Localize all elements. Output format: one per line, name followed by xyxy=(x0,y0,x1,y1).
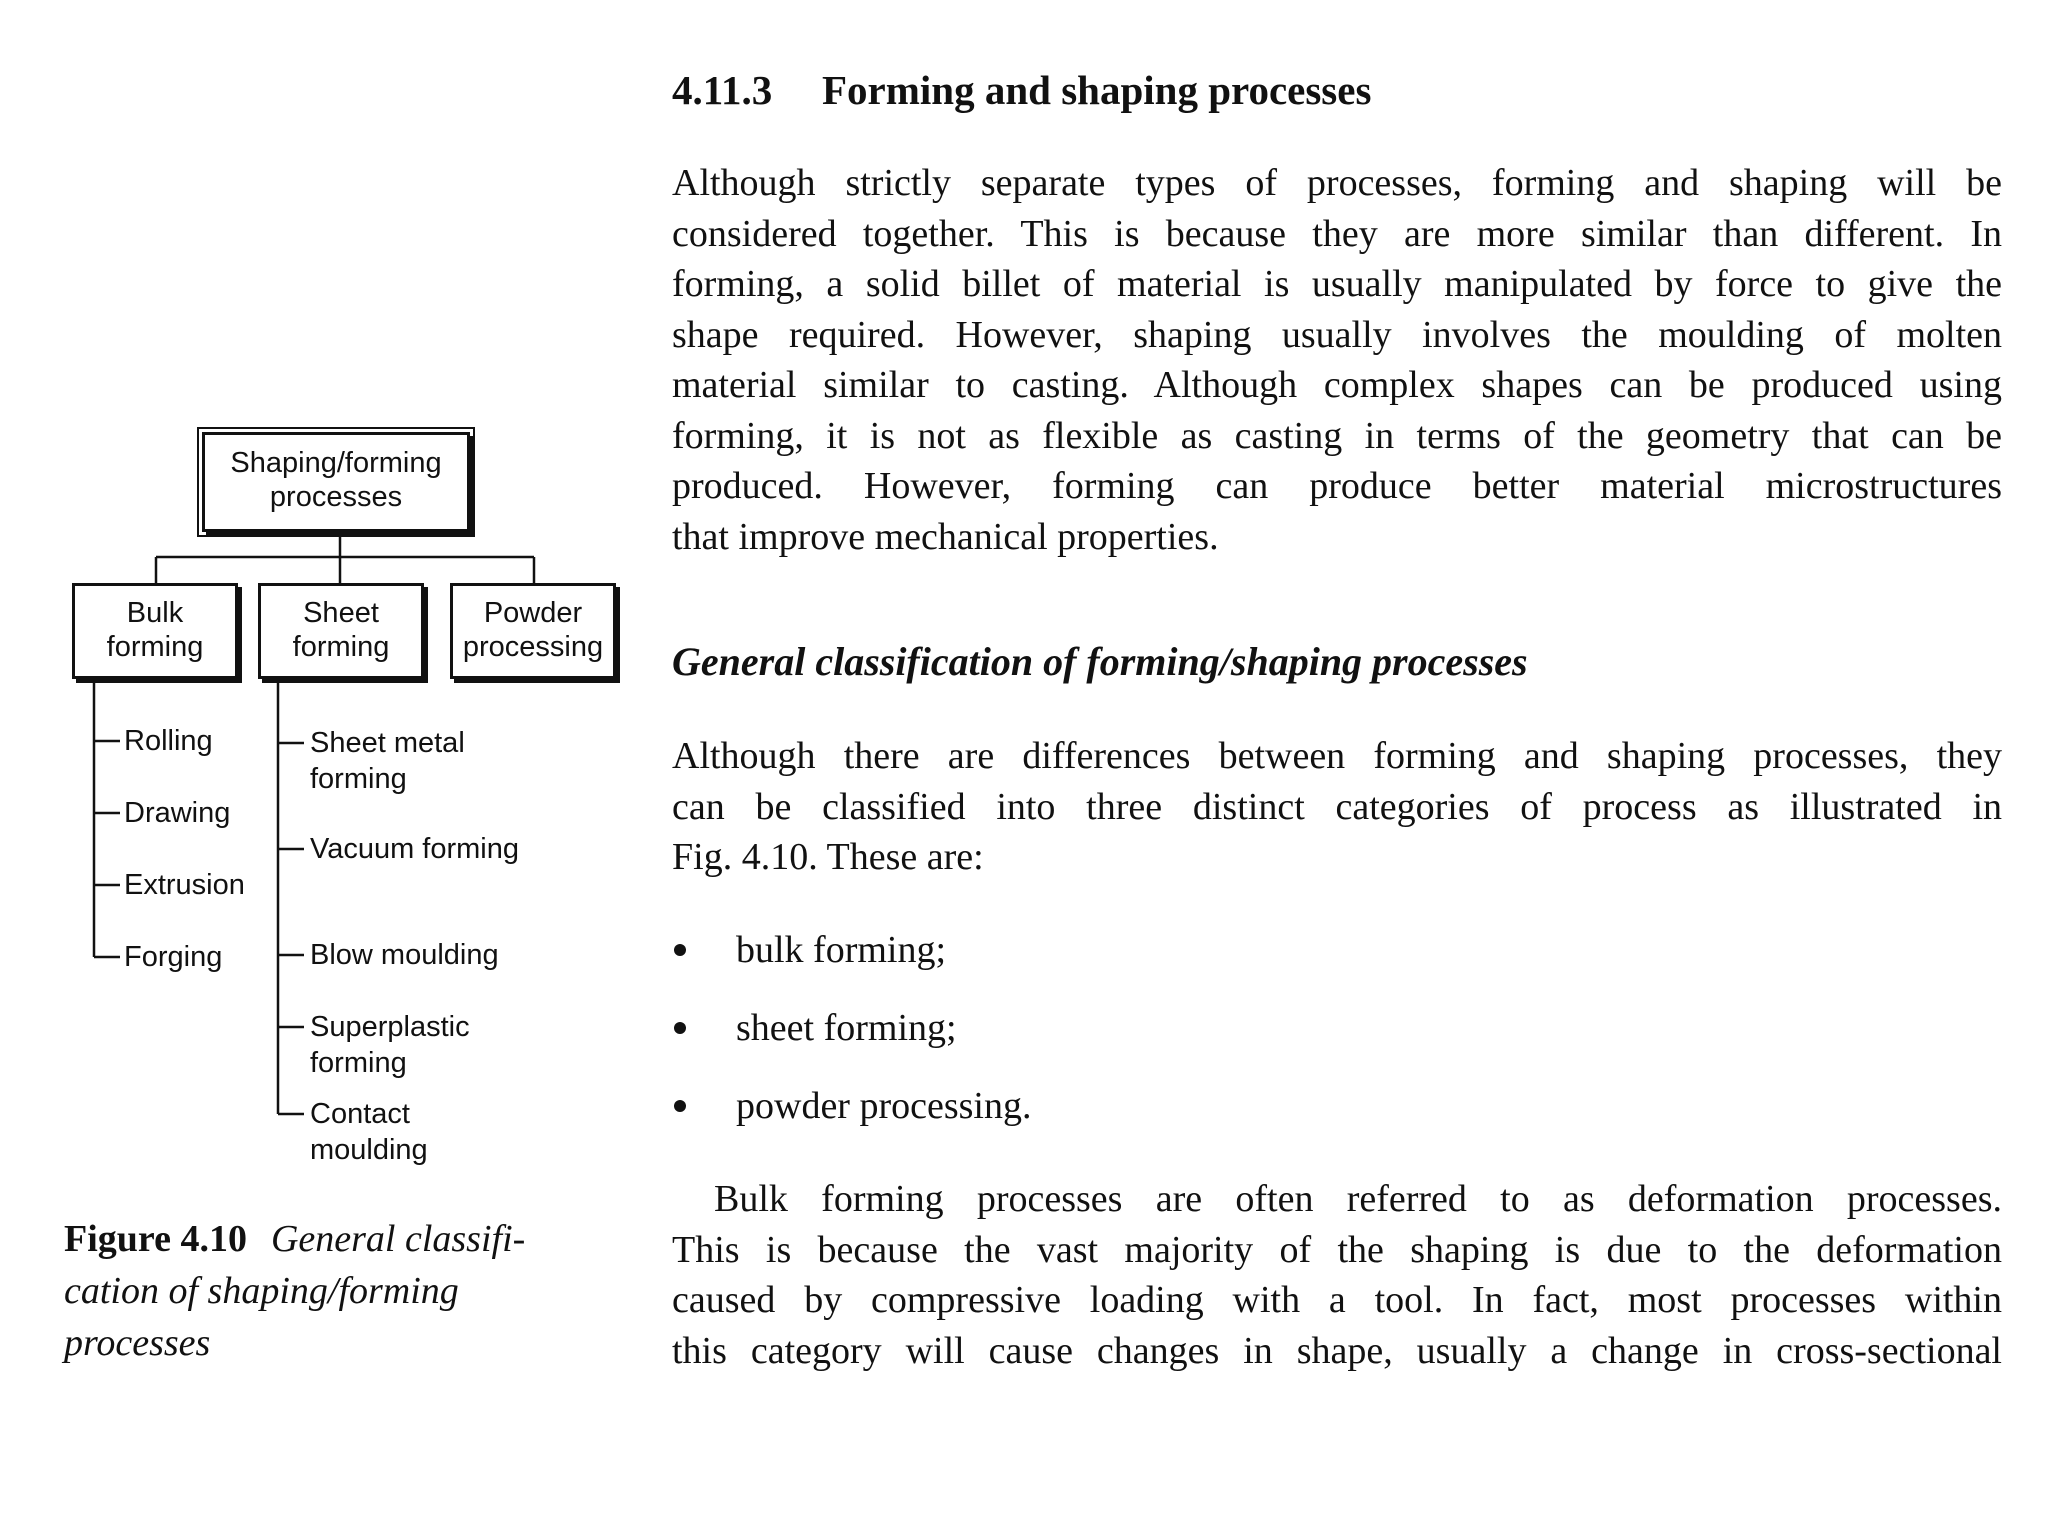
leaf-sheet-metal-forming xyxy=(310,725,465,797)
node-label: Powder xyxy=(483,597,583,629)
paragraph-line: shape required. However, shaping usually involves the moulding of molten xyxy=(672,313,2002,356)
figure-caption xyxy=(64,1213,624,1369)
caption-text: General classifi- xyxy=(270,1218,526,1260)
category-powder-processing xyxy=(450,583,616,679)
paragraph-line: that improve mechanical properties. xyxy=(672,515,1219,558)
paragraph-line: forming, a solid billet of material is usually manipulated by force to give the xyxy=(672,263,2002,305)
paragraph-line: produced. However, forming can produce better material microstructures xyxy=(672,465,2002,507)
figure-4-10 xyxy=(0,0,640,1364)
bullet-icon xyxy=(674,1022,686,1034)
caption-text: processes xyxy=(64,1322,211,1364)
leaf-line: forming xyxy=(310,763,407,795)
node-label: processing xyxy=(462,631,604,663)
node-label: Bulk xyxy=(126,597,184,629)
leaf-line: forming xyxy=(310,1047,407,1079)
leaf-line: Superplastic xyxy=(310,1011,470,1043)
bullet-icon xyxy=(674,944,686,956)
paragraph-1 xyxy=(672,158,2002,562)
paragraph-line: Although there are differences between forming and shaping processes, they xyxy=(672,735,2002,777)
paragraph-line: Although strictly separate types of processes, forming and shaping will be xyxy=(672,162,2002,204)
paragraph-line: can be classified into three distinct categories of process as illustrated in xyxy=(672,785,2002,828)
category-sheet-forming xyxy=(258,583,424,679)
paragraph-3 xyxy=(672,1174,2002,1376)
node-label: processes xyxy=(269,481,403,513)
node-label: Sheet xyxy=(303,597,379,629)
paragraph-line: this category will cause changes in shape, usually a change in cross-sectional xyxy=(672,1329,2002,1372)
leaf-forging: Forging xyxy=(124,941,223,973)
leaf-line: Contact xyxy=(310,1098,410,1130)
paragraph-line: considered together. This is because they are more similar than different. In xyxy=(672,212,2002,255)
leaf-drawing: Drawing xyxy=(124,797,231,829)
bullet-text: bulk forming; xyxy=(736,929,947,971)
paragraph-line xyxy=(672,1174,2002,1225)
leaf-rolling: Rolling xyxy=(124,725,213,757)
paragraph-line-text: Bulk forming processes are often referred to as deformation processes. xyxy=(714,1178,2002,1220)
leaf-blow-moulding: Blow moulding xyxy=(310,939,499,971)
root-node xyxy=(202,432,470,532)
paragraph-line: This is because the vast majority of the shaping is due to the deformation xyxy=(672,1228,2002,1271)
bullet-item xyxy=(672,1004,2002,1082)
paragraph-line: forming, it is not as flexible as casting in terms of the geometry that can be xyxy=(672,414,2002,457)
caption-label: Figure 4.10 xyxy=(64,1218,247,1260)
category-bulk-forming xyxy=(72,583,238,679)
subheading: General classification of forming/shaping processes xyxy=(672,639,1528,684)
leaf-contact-moulding xyxy=(310,1096,428,1168)
bullet-item xyxy=(672,1082,2002,1160)
node-label: forming xyxy=(292,631,390,663)
section-number: 4.11.3 xyxy=(672,67,773,113)
bullet-icon xyxy=(674,1100,686,1112)
caption-text: cation of shaping/forming xyxy=(64,1270,459,1312)
bullet-text: powder processing. xyxy=(736,1085,1032,1127)
section-title: Forming and shaping processes xyxy=(822,67,1372,113)
leaf-extrusion: Extrusion xyxy=(124,869,245,901)
bullet-text: sheet forming; xyxy=(736,1007,957,1049)
bullet-list xyxy=(672,926,2002,1160)
leaf-superplastic-forming xyxy=(310,1009,470,1081)
leaf-line: Sheet metal xyxy=(310,727,465,759)
paragraph-line: caused by compressive loading with a tool. In fact, most processes within xyxy=(672,1279,2002,1321)
leaf-line: moulding xyxy=(310,1134,428,1166)
section-heading xyxy=(672,66,2002,114)
paragraph-line: Fig. 4.10. These are: xyxy=(672,836,984,878)
node-label: forming xyxy=(106,631,204,663)
bullet-item xyxy=(672,926,2002,1004)
leaf-vacuum-forming: Vacuum forming xyxy=(310,833,519,865)
node-label: Shaping/forming xyxy=(230,447,442,479)
paragraph-2 xyxy=(672,731,2002,883)
paragraph-line: material similar to casting. Although complex shapes can be produced using xyxy=(672,364,2002,406)
